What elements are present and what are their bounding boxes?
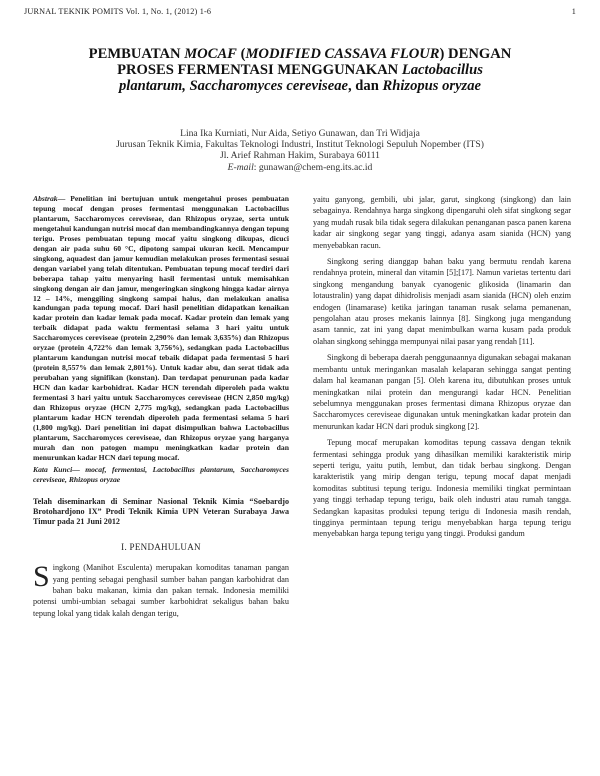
title-line-1: PEMBUATAN MOCAF (MODIFIED CASSAVA FLOUR) DENGAN (88, 46, 512, 62)
paragraph: Singkong sering dianggap bahan baku yang bermutu rendah karena rendahnya protein, mineral dan vitamin [5];[17]. Namun varietas tertentu dari singkong mengandung banyak cyanogenic glikosida (linamarin dan lotaustralin) yang dapat dihidrolisis menjadi asam sianida (HCN) oleh enzim endogen (linamarase) ketika jaringan tanaman rusak selama pemanenan, pengolahan atau proses mekanis lainnya [8]. Singkong juga mengandung asam tannic, zat ini yang dapat menimbulkan warna kusam pada produk olahan singkong sehingga mempunyai nilai pasar yang rendah [11]. (313, 257, 571, 346)
running-header (24, 7, 576, 16)
author-address: Jl. Arief Rahman Hakim, Surabaya 60111 (220, 150, 380, 162)
keywords-label: Kata Kunci (33, 464, 73, 474)
author-block (30, 128, 570, 173)
author-names: Lina Ika Kurniati, Nur Aida, Setiyo Gunawan, dan Tri Widjaja (180, 128, 420, 139)
keywords-text: — mocaf, fermentasi, Lactobacillus plantarum, Saccharomyces cereviseae, Rhizopus oryzae (33, 464, 289, 484)
author-email: E-mail: gunawan@chem-eng.its.ac.id (227, 161, 373, 173)
introduction-paragraph: Singkong (Manihot Esculenta) merupakan komoditas tanaman pangan yang penting sebagai penghasil sumber bahan pangan karbohidrat dan bahan baku makanan, kimia dan pakan ternak. Indonesia memiliki potensi umbi-umbian sebagai sumber karbohidrat sekaligus bahan baku tepung lokal yang tidak kalah dengan terigu, (33, 560, 289, 618)
keywords (33, 465, 289, 485)
page-number: 1 (571, 7, 576, 16)
section-heading: I. PENDAHULUAN (121, 541, 201, 552)
right-column (313, 194, 571, 545)
abstract-text: — Penelitian ini bertujuan untuk mengetahui proses pembuatan tepung mocaf dengan proses fermentasi menggunakan Lactobacillus plantarum, Saccharomyces cereviseae, dan Rhizopus oryzae, serta untuk mengetahui kandungan nutrisi mocaf dan membandingkannya dengan tepung terigu. Proses pembuatan tepung mocaf yaitu singkong dikupas, dicuci dengan air pada suhu 60 °C, dipotong sampai ukuran kecil. Mencampur singkong, aquadest dan jamur kemudian melakukan proses fermentasi sesuai dengan variabel yang telah ditentukan. Pembuatan tepung mocaf terdiri dari beberapa tahap yaitu menyaring hasil fermentasi untuk memisahkan singkong dengan air dan jamur, mengeringkan singkong hingga kadar airnya 12 – 14%, menggiling singkong sampai halus, dan melakukan analisa kandungan pada tepung mocaf. Dari hasil penelitian didapatkan kenaikan kadar protein dan kadar lemak pada mocaf. Kadar protein dan lemak yang terbaik didapat pada waktu fermentasi selama 3 hari yaitu untuk Saccharomyces cereviseae (protein 2,290% dan lemak 3,635%) dan Rhizopus oryzae (protein 4,722% dan lemak 3,756%), sedangkan pada Lactobacillus plantarum kandungan nutrisi mocaf tebaik didapat pada fermentasi 5 hari (protein 8,557% dan lemak 2,801%). Untuk kadar abu, dan serat tidak ada perubahan yang signifikan (konstan). Dan terdapat penurunan pada kadar HCN dan kadar karbohidrat. Kadar HCN terendah diperoleh pada waktu fermentasi 3 hari yaitu untuk Saccharomyces cereviseae (HCN 2,850 mg/kg) dan Rhizopus oryzae (HCN 2,775 mg/kg), sedangkan pada Lactobacillus plantarum kadar HCN terendah diperoleh pada fermentasi selama 5 hari (1,800 mg/kg). Dari penelitian ini dapat disimpulkan bahwa Lactobacillus plantarum, Saccharomyces cereviseae, dan Rhizopus oryzae yang harganya murah dan non patogen mampu meningkatkan kadar protein dan menurunkan kadar HCN dari tepung mocaf. (33, 194, 289, 462)
left-column (33, 194, 289, 619)
paragraph: yaitu ganyong, gembili, ubi jalar, garut, singkong (singkong) dan lain sebagainya. Rendahnya harga singkong dipengaruhi oleh sifat singkong segar yang mudah rusak bila tidak segera dilakukan penanganan pasca panen karena kadar air singkong segar yang tinggi, adanya asam sianida (HCN) yang menyebabkan racun. (313, 195, 571, 250)
abstract-label: Abstrak (33, 194, 58, 203)
paragraph: Tepung mocaf merupakan komoditas tepung cassava dengan teknik fermentasi sehingga produk yang dihasilkan memiliki karakteristik mirip seperti terigu, yaitu putih, lembut, dan tidak berbau singkong. Dengan karakteristik yang mirip dengan terigu, tepung mocaf dapat menjadi komoditas subtitusi tepung terigu. Indonesia memiliki tingkat permintaan yang tinggi terhadap tepung terigu, baik oleh industri atau rumah tangga. Sedangkan kapasitas produksi tepung terigu di Indonesia masih rendah, tingginya permintaan tepung terigu menyebabkan harga tepung terigu menyebabkan harga tepung terigu yang tinggi. Produksi gandum (313, 438, 571, 539)
drop-cap: S (33, 560, 50, 594)
paragraph: Singkong di beberapa daerah penggunaannya digunakan sebagai makanan membantu untuk meringankan masalah kelaparan sehingga sangat penting dalam hal keamanan pangan [5]. Oleh karena itu, dibutuhkan proses untuk meningkatkan nilai protein dan mengurangi kadar HCN. Penelitian sebelumnya menggunakan proses fermentasi dimana Rhizopus oryzae dan Saccharomyces cereviseae digunakan untuk meningkatkan kadar protein dan menurunkan kadar HCN dari produk singkong [2]. (313, 353, 571, 431)
abstract (33, 194, 289, 463)
seminar-note: Telah diseminarkan di Seminar Nasional Teknik Kimia “Soebardjo Brotohardjono IX” Prodi Teknik Kimia UPN Veteran Surabaya Jawa Timur pada 21 Juni 2012 (33, 496, 289, 527)
title-line-2: PROSES FERMENTASI MENGGUNAKAN Lactobacillus (117, 62, 483, 78)
author-affiliation: Jurusan Teknik Kimia, Fakultas Teknologi Industri, Institut Teknologi Sepuluh Nopember (ITS) (116, 139, 484, 151)
title-line-3: plantarum, Saccharomyces cereviseae, dan Rhizopus oryzae (118, 78, 482, 94)
paper-title (30, 46, 570, 94)
journal-reference: JURNAL TEKNIK POMITS Vol. 1, No. 1, (2012) 1-6 (24, 7, 212, 16)
